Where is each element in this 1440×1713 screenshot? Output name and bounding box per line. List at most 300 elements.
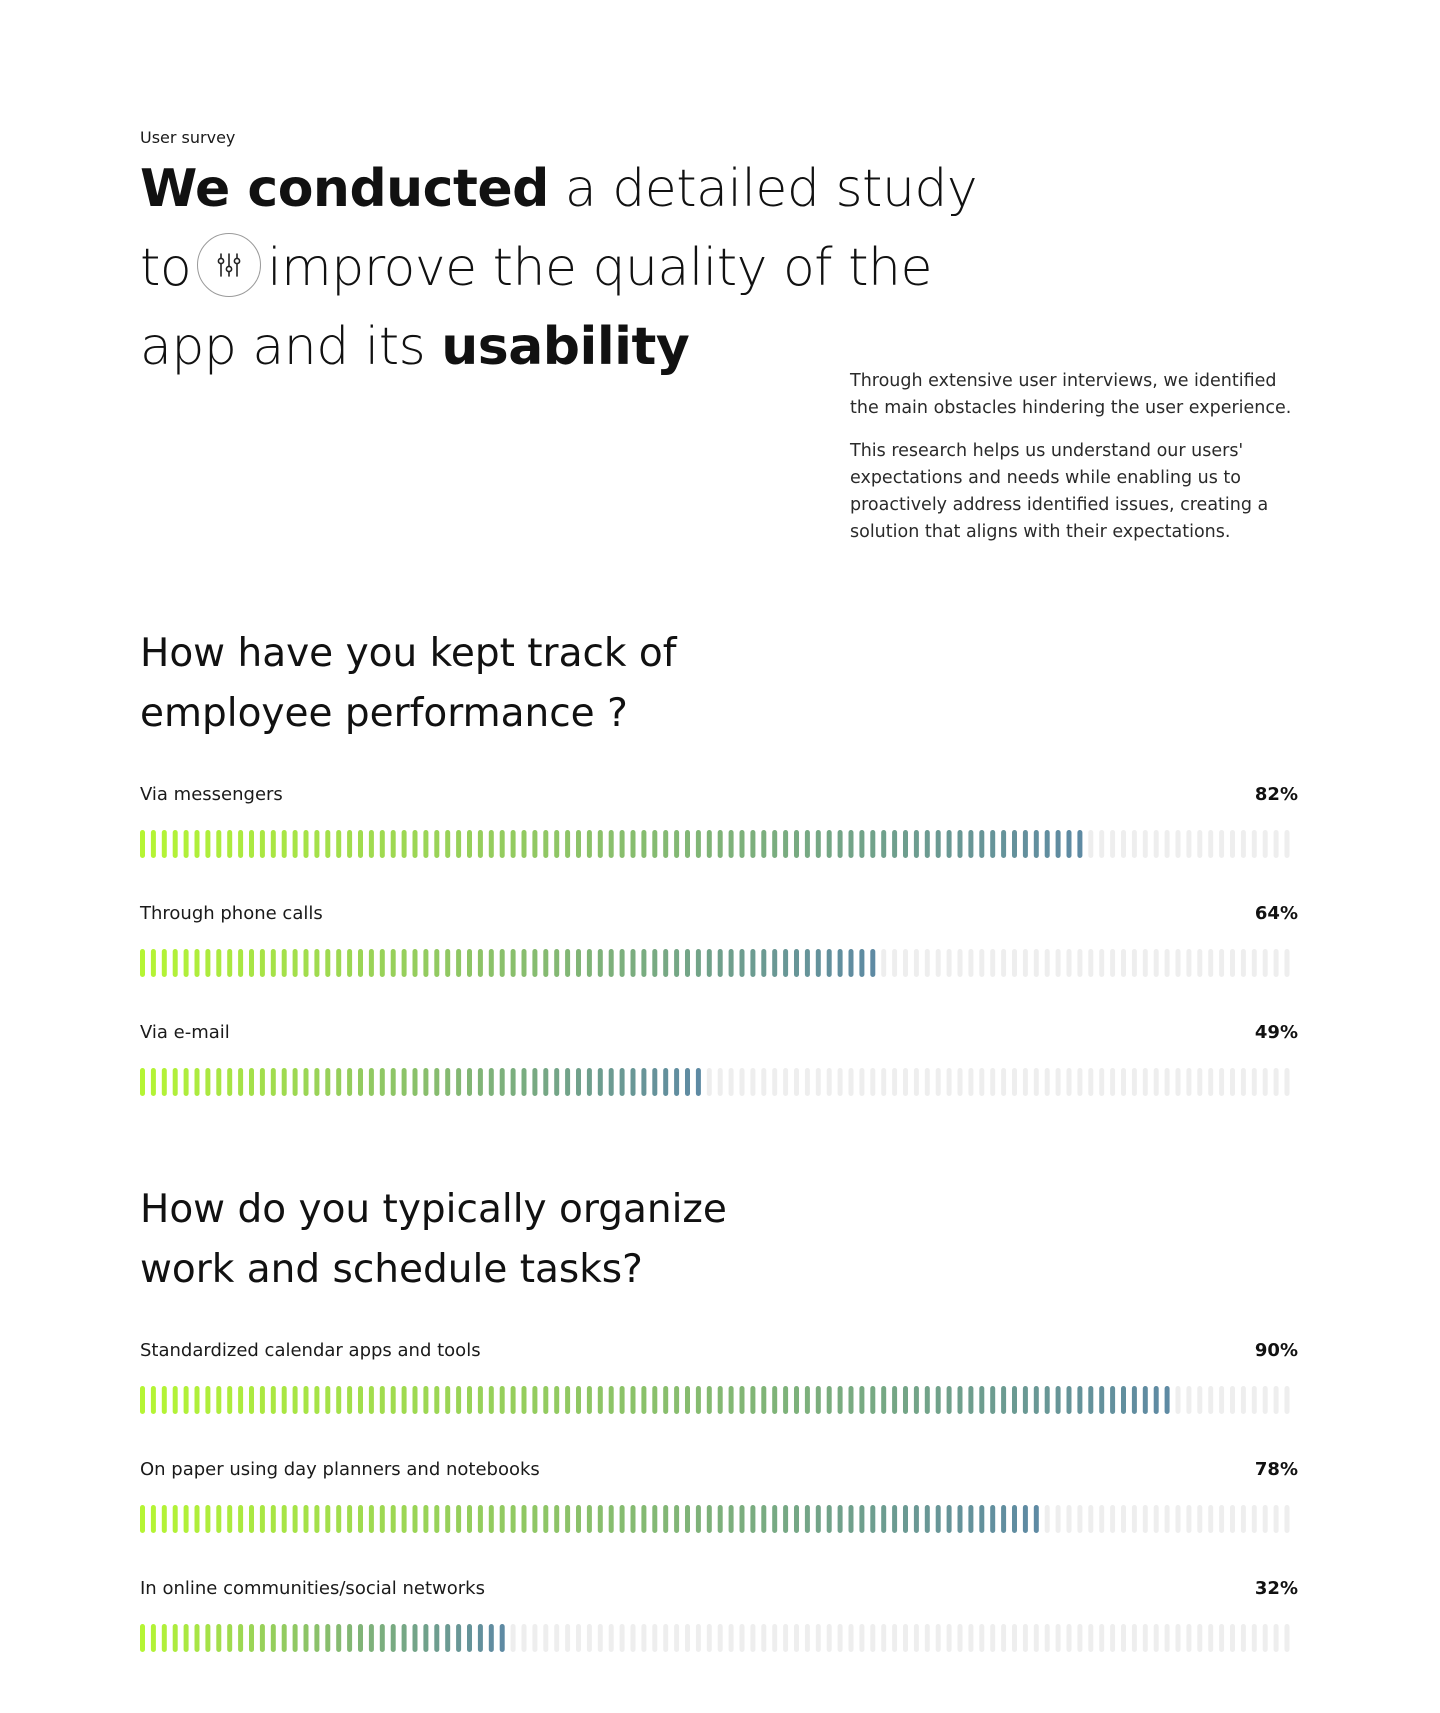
progress-segment-filled — [500, 1624, 505, 1652]
progress-segment-filled — [794, 949, 799, 977]
progress-segment-filled — [859, 1505, 864, 1533]
page-headline — [140, 150, 1020, 387]
progress-segment-filled — [565, 830, 570, 858]
progress-segment-filled — [423, 1505, 428, 1533]
progress-segment-filled — [968, 1386, 973, 1414]
progress-segment-filled — [674, 1386, 679, 1414]
progress-segment-empty — [1252, 830, 1257, 858]
progress-segment-filled — [729, 830, 734, 858]
progress-segment-empty — [958, 949, 963, 977]
progress-segment-filled — [282, 830, 287, 858]
progress-segment-filled — [838, 1505, 843, 1533]
progress-segment-filled — [979, 1386, 984, 1414]
progress-segment-filled — [641, 949, 646, 977]
progress-segment-empty — [1099, 830, 1104, 858]
progress-segment-filled — [140, 1624, 145, 1652]
progress-segment-filled — [609, 1386, 614, 1414]
section-eyebrow: User survey — [140, 128, 236, 147]
progress-segment-filled — [968, 1505, 973, 1533]
progress-segment-empty — [1197, 949, 1202, 977]
progress-segment-filled — [195, 1505, 200, 1533]
progress-segment-filled — [184, 1386, 189, 1414]
progress-segment-filled — [522, 830, 527, 858]
progress-segment-filled — [598, 830, 603, 858]
progress-segment-empty — [1165, 1624, 1170, 1652]
progress-segment-filled — [271, 1068, 276, 1096]
progress-segment-empty — [903, 949, 908, 977]
progress-segment-filled — [685, 949, 690, 977]
progress-segment-filled — [1110, 1386, 1115, 1414]
progress-segment-filled — [1023, 1386, 1028, 1414]
progress-segment-filled — [914, 830, 919, 858]
progress-segment-empty — [816, 1624, 821, 1652]
progress-segment-empty — [652, 1624, 657, 1652]
progress-segment-filled — [162, 830, 167, 858]
progress-segment-empty — [543, 1624, 548, 1652]
progress-segment-filled — [685, 1386, 690, 1414]
progress-segment-filled — [456, 830, 461, 858]
intro-text — [850, 368, 1310, 562]
progress-segment-filled — [271, 949, 276, 977]
progress-segment-filled — [511, 1386, 516, 1414]
progress-segment-empty — [1274, 830, 1279, 858]
progress-segment-filled — [347, 949, 352, 977]
progress-segment-filled — [511, 949, 516, 977]
progress-segment-filled — [489, 1068, 494, 1096]
progress-segment-empty — [1263, 1068, 1268, 1096]
progress-segment-filled — [358, 1068, 363, 1096]
progress-segment-filled — [456, 1624, 461, 1652]
progress-segment-filled — [271, 830, 276, 858]
progress-segment-filled — [1034, 1505, 1039, 1533]
progress-segment-filled — [173, 830, 178, 858]
progress-segment-filled — [838, 1386, 843, 1414]
progress-segment-empty — [805, 1068, 810, 1096]
progress-segment-filled — [282, 1624, 287, 1652]
progress-segment-empty — [1274, 1505, 1279, 1533]
progress-segment-filled — [260, 1624, 265, 1652]
progress-segment-filled — [304, 949, 309, 977]
answer-label: Via e-mail — [140, 1022, 230, 1043]
progress-segment-empty — [925, 1624, 930, 1652]
progress-segment-empty — [849, 1624, 854, 1652]
progress-segment-empty — [1285, 1624, 1290, 1652]
progress-segment-empty — [718, 1624, 723, 1652]
progress-segment-filled — [729, 1386, 734, 1414]
progress-segment-filled — [413, 1068, 418, 1096]
progress-segment-empty — [1208, 1068, 1213, 1096]
progress-segment-filled — [216, 949, 221, 977]
progress-segment-filled — [1088, 1386, 1093, 1414]
progress-segment-empty — [729, 1068, 734, 1096]
progress-segment-filled — [1056, 1386, 1061, 1414]
progress-segment-empty — [1241, 1386, 1246, 1414]
progress-segment-filled — [271, 1624, 276, 1652]
progress-segment-empty — [1241, 1624, 1246, 1652]
progress-segment-filled — [718, 1386, 723, 1414]
progress-segment-empty — [1067, 1505, 1072, 1533]
progress-segment-empty — [1274, 1386, 1279, 1414]
progress-segment-empty — [1154, 1068, 1159, 1096]
progress-segment-filled — [696, 830, 701, 858]
question-1-line-1: How have you kept track of — [140, 631, 677, 676]
progress-segment-filled — [641, 1505, 646, 1533]
question-2-line-2: work and schedule tasks? — [140, 1247, 643, 1292]
progress-segment-filled — [413, 949, 418, 977]
progress-segment-empty — [881, 1624, 886, 1652]
progress-segment-empty — [805, 1624, 810, 1652]
progress-segment-empty — [925, 1068, 930, 1096]
progress-segment-filled — [718, 830, 723, 858]
progress-segment-empty — [598, 1624, 603, 1652]
progress-segment-empty — [1285, 830, 1290, 858]
progress-segment-filled — [423, 1624, 428, 1652]
progress-segment-empty — [554, 1624, 559, 1652]
progress-segment-filled — [990, 830, 995, 858]
progress-segment-empty — [1154, 1505, 1159, 1533]
progress-segment-empty — [1056, 1624, 1061, 1652]
progress-bar — [140, 830, 1298, 858]
progress-segment-filled — [903, 1505, 908, 1533]
progress-segment-empty — [674, 1624, 679, 1652]
progress-segment-filled — [151, 1505, 156, 1533]
progress-segment-filled — [293, 1386, 298, 1414]
progress-segment-empty — [936, 1068, 941, 1096]
progress-segment-filled — [990, 1386, 995, 1414]
progress-segment-empty — [1252, 1624, 1257, 1652]
progress-segment-empty — [881, 1068, 886, 1096]
progress-segment-filled — [772, 949, 777, 977]
progress-segment-filled — [413, 1505, 418, 1533]
answer-percent: 64% — [1254, 903, 1298, 924]
progress-segment-filled — [162, 1386, 167, 1414]
answer-row-email — [140, 1022, 1298, 1112]
progress-segment-filled — [925, 1386, 930, 1414]
progress-segment-filled — [500, 949, 505, 977]
progress-segment-filled — [216, 1505, 221, 1533]
progress-segment-empty — [761, 1068, 766, 1096]
progress-segment-filled — [620, 1505, 625, 1533]
progress-segment-empty — [1077, 1624, 1082, 1652]
progress-segment-filled — [511, 1068, 516, 1096]
progress-segment-empty — [1165, 949, 1170, 977]
progress-segment-filled — [173, 1068, 178, 1096]
progress-segment-empty — [1132, 830, 1137, 858]
progress-segment-filled — [314, 1386, 319, 1414]
progress-segment-filled — [870, 949, 875, 977]
progress-segment-empty — [750, 1068, 755, 1096]
progress-segment-filled — [195, 1624, 200, 1652]
progress-segment-filled — [434, 1068, 439, 1096]
progress-segment-empty — [707, 1068, 712, 1096]
progress-segment-filled — [718, 1505, 723, 1533]
progress-segment-filled — [216, 1386, 221, 1414]
progress-segment-filled — [772, 1386, 777, 1414]
progress-segment-empty — [1230, 1624, 1235, 1652]
progress-segment-empty — [990, 949, 995, 977]
progress-segment-filled — [740, 830, 745, 858]
progress-segment-filled — [805, 1386, 810, 1414]
progress-segment-filled — [696, 1068, 701, 1096]
progress-segment-filled — [543, 1505, 548, 1533]
progress-segment-empty — [772, 1068, 777, 1096]
progress-segment-filled — [238, 949, 243, 977]
progress-segment-empty — [707, 1624, 712, 1652]
progress-segment-filled — [609, 1068, 614, 1096]
progress-segment-filled — [1045, 1386, 1050, 1414]
progress-segment-filled — [849, 830, 854, 858]
progress-segment-filled — [336, 1386, 341, 1414]
progress-segment-empty — [1067, 949, 1072, 977]
headline-text-2: a detailed study — [548, 159, 978, 219]
progress-segment-filled — [576, 1386, 581, 1414]
progress-segment-filled — [674, 949, 679, 977]
progress-segment-filled — [1012, 1505, 1017, 1533]
progress-segment-filled — [304, 1068, 309, 1096]
progress-segment-filled — [140, 949, 145, 977]
progress-segment-filled — [271, 1386, 276, 1414]
progress-segment-empty — [1034, 1068, 1039, 1096]
progress-segment-filled — [478, 830, 483, 858]
progress-segment-filled — [271, 1505, 276, 1533]
progress-segment-empty — [576, 1624, 581, 1652]
progress-segment-filled — [314, 830, 319, 858]
progress-segment-empty — [1176, 830, 1181, 858]
progress-segment-filled — [685, 1505, 690, 1533]
progress-segment-filled — [260, 1068, 265, 1096]
progress-segment-empty — [1110, 1068, 1115, 1096]
progress-segment-filled — [641, 830, 646, 858]
progress-segment-filled — [434, 1624, 439, 1652]
answer-label: Via messengers — [140, 784, 283, 805]
progress-segment-filled — [249, 1386, 254, 1414]
progress-segment-filled — [423, 1386, 428, 1414]
progress-segment-empty — [1263, 830, 1268, 858]
progress-segment-filled — [282, 1386, 287, 1414]
progress-segment-empty — [947, 1068, 952, 1096]
progress-segment-empty — [1067, 1068, 1072, 1096]
progress-segment-empty — [1099, 1505, 1104, 1533]
progress-segment-filled — [249, 949, 254, 977]
progress-segment-empty — [1034, 949, 1039, 977]
progress-segment-empty — [1165, 830, 1170, 858]
progress-segment-empty — [827, 1068, 832, 1096]
progress-segment-filled — [205, 1386, 210, 1414]
progress-segment-filled — [314, 1624, 319, 1652]
progress-segment-empty — [1230, 830, 1235, 858]
progress-segment-empty — [1176, 1386, 1181, 1414]
headline-text-3: to — [140, 238, 192, 298]
progress-segment-filled — [456, 1068, 461, 1096]
progress-segment-empty — [1001, 1068, 1006, 1096]
progress-segment-empty — [1110, 1624, 1115, 1652]
progress-segment-filled — [761, 1505, 766, 1533]
progress-segment-empty — [1219, 949, 1224, 977]
progress-segment-filled — [914, 1386, 919, 1414]
progress-segment-empty — [1023, 949, 1028, 977]
progress-segment-empty — [990, 1624, 995, 1652]
progress-segment-filled — [216, 1068, 221, 1096]
progress-segment-filled — [249, 1624, 254, 1652]
progress-segment-empty — [1186, 1386, 1191, 1414]
progress-segment-filled — [1023, 830, 1028, 858]
progress-segment-filled — [1001, 1505, 1006, 1533]
progress-segment-filled — [641, 1386, 646, 1414]
progress-segment-empty — [1263, 1624, 1268, 1652]
progress-segment-filled — [423, 949, 428, 977]
progress-segment-filled — [631, 1068, 636, 1096]
progress-segment-filled — [325, 949, 330, 977]
progress-segment-filled — [358, 1386, 363, 1414]
progress-segment-filled — [325, 1624, 330, 1652]
progress-segment-empty — [1263, 1505, 1268, 1533]
progress-segment-filled — [870, 830, 875, 858]
progress-segment-filled — [325, 1068, 330, 1096]
progress-segment-filled — [522, 1068, 527, 1096]
progress-segment-filled — [402, 949, 407, 977]
progress-segment-filled — [925, 1505, 930, 1533]
progress-segment-empty — [1045, 1068, 1050, 1096]
progress-segment-empty — [1241, 949, 1246, 977]
progress-segment-empty — [1056, 1068, 1061, 1096]
progress-segment-filled — [958, 1505, 963, 1533]
progress-segment-filled — [707, 1386, 712, 1414]
progress-segment-filled — [216, 1624, 221, 1652]
progress-segment-filled — [543, 830, 548, 858]
progress-segment-filled — [816, 949, 821, 977]
progress-segment-empty — [1197, 1505, 1202, 1533]
progress-segment-empty — [1110, 830, 1115, 858]
progress-segment-empty — [718, 1068, 723, 1096]
progress-segment-filled — [304, 1505, 309, 1533]
progress-segment-filled — [500, 830, 505, 858]
progress-segment-filled — [859, 1386, 864, 1414]
intro-paragraph-1: Through extensive user interviews, we identified the main obstacles hindering the user experience. — [850, 371, 1292, 418]
progress-segment-filled — [358, 1624, 363, 1652]
progress-segment-filled — [1067, 830, 1072, 858]
progress-segment-filled — [958, 1386, 963, 1414]
progress-segment-filled — [587, 1068, 592, 1096]
progress-segment-empty — [1285, 1505, 1290, 1533]
progress-segment-empty — [1230, 1386, 1235, 1414]
progress-segment-empty — [1263, 1386, 1268, 1414]
progress-segment-filled — [587, 949, 592, 977]
progress-segment-empty — [1208, 949, 1213, 977]
progress-segment-filled — [358, 830, 363, 858]
progress-segment-filled — [478, 1624, 483, 1652]
progress-segment-empty — [1143, 1624, 1148, 1652]
progress-segment-empty — [849, 1068, 854, 1096]
progress-segment-filled — [947, 1386, 952, 1414]
progress-segment-filled — [783, 1505, 788, 1533]
progress-segment-filled — [663, 1386, 668, 1414]
progress-segment-filled — [685, 830, 690, 858]
progress-segment-filled — [750, 949, 755, 977]
progress-segment-filled — [696, 949, 701, 977]
progress-segment-empty — [1252, 949, 1257, 977]
progress-segment-empty — [936, 949, 941, 977]
headline-bold-6: usability — [441, 317, 690, 377]
answer-row-paper-planners — [140, 1459, 1298, 1549]
progress-segment-empty — [1143, 1505, 1148, 1533]
progress-segment-empty — [772, 1624, 777, 1652]
progress-segment-filled — [892, 1505, 897, 1533]
progress-segment-empty — [870, 1068, 875, 1096]
progress-segment-filled — [805, 1505, 810, 1533]
progress-segment-filled — [162, 1068, 167, 1096]
progress-segment-filled — [238, 1624, 243, 1652]
progress-segment-empty — [532, 1624, 537, 1652]
progress-segment-filled — [336, 1505, 341, 1533]
progress-segment-empty — [1001, 1624, 1006, 1652]
progress-segment-filled — [445, 1386, 450, 1414]
progress-segment-filled — [489, 1386, 494, 1414]
progress-segment-filled — [729, 949, 734, 977]
progress-segment-filled — [1077, 1386, 1082, 1414]
progress-segment-filled — [783, 1386, 788, 1414]
progress-segment-filled — [838, 949, 843, 977]
progress-segment-filled — [641, 1068, 646, 1096]
progress-segment-empty — [1241, 1505, 1246, 1533]
progress-segment-filled — [1045, 830, 1050, 858]
progress-segment-filled — [620, 949, 625, 977]
progress-segment-filled — [434, 1505, 439, 1533]
sliders-icon — [197, 233, 261, 297]
progress-segment-filled — [652, 1068, 657, 1096]
progress-segment-filled — [456, 1505, 461, 1533]
progress-segment-empty — [620, 1624, 625, 1652]
progress-segment-filled — [805, 830, 810, 858]
progress-segment-empty — [958, 1624, 963, 1652]
progress-segment-empty — [936, 1624, 941, 1652]
progress-segment-filled — [184, 949, 189, 977]
progress-segment-filled — [1132, 1386, 1137, 1414]
progress-segment-filled — [838, 830, 843, 858]
progress-segment-filled — [260, 1386, 265, 1414]
answer-label: On paper using day planners and notebooks — [140, 1459, 540, 1480]
progress-segment-filled — [652, 949, 657, 977]
progress-segment-filled — [184, 830, 189, 858]
progress-segment-filled — [576, 1505, 581, 1533]
progress-segment-empty — [903, 1068, 908, 1096]
progress-segment-filled — [304, 1624, 309, 1652]
progress-segment-filled — [445, 949, 450, 977]
progress-segment-filled — [859, 949, 864, 977]
progress-segment-filled — [227, 1386, 232, 1414]
progress-segment-filled — [205, 1624, 210, 1652]
progress-segment-empty — [979, 1624, 984, 1652]
progress-segment-filled — [522, 1505, 527, 1533]
progress-segment-empty — [1132, 1624, 1137, 1652]
progress-segment-filled — [500, 1505, 505, 1533]
progress-segment-empty — [947, 949, 952, 977]
progress-segment-filled — [347, 1624, 352, 1652]
progress-segment-empty — [958, 1068, 963, 1096]
progress-segment-filled — [587, 1505, 592, 1533]
progress-segment-filled — [293, 1624, 298, 1652]
answer-row-phone-calls — [140, 903, 1298, 993]
progress-segment-filled — [489, 1624, 494, 1652]
progress-segment-filled — [195, 830, 200, 858]
progress-segment-filled — [140, 1068, 145, 1096]
progress-segment-empty — [1143, 830, 1148, 858]
progress-segment-filled — [576, 1068, 581, 1096]
progress-segment-empty — [1186, 949, 1191, 977]
progress-segment-filled — [467, 830, 472, 858]
progress-segment-filled — [413, 1624, 418, 1652]
progress-bar — [140, 1386, 1298, 1414]
progress-segment-empty — [1197, 830, 1202, 858]
